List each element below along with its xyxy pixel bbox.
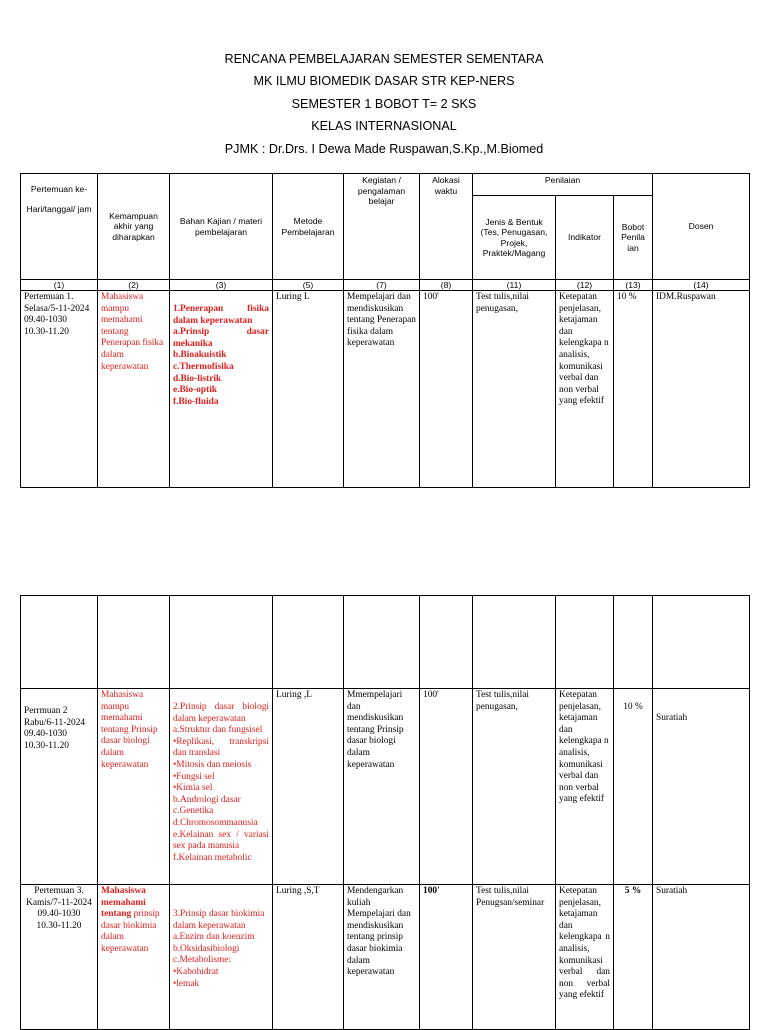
indikator-cell: Ketepatan penjelasan, ketajaman dan kelengkapa n analisis, komunikasi verbal dan non verbal yang efektif — [556, 885, 614, 1030]
jenis-cell: Test tulis,nilai penugasan, — [473, 689, 556, 885]
tanggal-label: Rabu/6-11-2024 — [24, 717, 86, 728]
kegiatan-cell: Mempelajari dan mendiskusikan tentang Penerapan fisika dalam keperawatan — [344, 291, 420, 488]
header-alokasi: Alokasi waktu — [420, 174, 473, 280]
column-number-row — [21, 280, 750, 291]
indikator-cell: Ketepatan penjelasan, ketajaman dan kelengkapa n analisis, komunikasi verbal dan non verbal yang efektif — [556, 291, 614, 488]
kemampuan-rest: prinsip dasar biokimia dalam keperawatan — [101, 909, 160, 954]
bahan-item: c.Metabolisme: — [173, 955, 232, 966]
jam-label: 09.40-1030 — [24, 729, 67, 740]
jam-label: 10.30-11.20 — [24, 326, 69, 337]
kemampuan-cell — [98, 885, 170, 1030]
col-number: (11) — [473, 280, 556, 291]
col-number: (14) — [653, 280, 750, 291]
kegiatan-cell: Mendengarkan kuliah Mempelajari dan mendiskusikan tentang prinsip dasar biokimia dalam keperawatan — [344, 885, 420, 1030]
dosen-cell — [653, 689, 750, 885]
empty-header-row — [21, 596, 750, 689]
bahan-item: 3.Prinsip dasar biokimia dalam keperawatan — [173, 909, 265, 931]
jam-label: 09.40-1030 — [24, 315, 67, 326]
alokasi-cell: 100' — [420, 885, 473, 1030]
bahan-item: c.Thermofisika — [173, 361, 234, 372]
bahan-item: f.Bio-fluida — [173, 396, 219, 407]
header-metode: Metode Pembelajaran — [273, 174, 344, 280]
bahan-item: 2.Prinsip dasar biologi dalam keperawatan — [173, 702, 269, 724]
pertemuan-label: Pertemuan 3. — [34, 886, 84, 896]
header-indikator: Indikator — [556, 196, 614, 280]
bahan-item: c.Genetika — [173, 806, 214, 817]
bobot-value: 10 % — [623, 702, 643, 712]
bahan-item: •Kimia sel — [173, 783, 213, 794]
tanggal-label: Selasa/5-11-2024 — [24, 303, 90, 314]
header-title: RENCANA PEMBELAJARAN SEMESTER SEMENTARA — [224, 52, 544, 66]
bahan-item: 1.Penerapan fisika dalam keperawatan — [173, 304, 269, 326]
kemampuan-cell: Mahasiswa mampu memahami tentang Prinsip dasar biologi dalam keperawatan — [98, 689, 170, 885]
bahan-item: b.Andrologi dasar — [173, 794, 241, 805]
kemampuan-bold: Mahasiswa memahami tentang — [101, 886, 146, 920]
header-course: MK ILMU BIOMEDIK DASAR STR KEP-NERS — [253, 74, 515, 89]
bahan-item: •lemak — [173, 978, 200, 989]
table-row — [21, 885, 750, 1030]
bobot-cell — [614, 689, 653, 885]
metode-cell: Luring L — [273, 291, 344, 488]
header-semester: SEMESTER 1 BOBOT T= 2 SKS — [291, 96, 477, 111]
document-header — [0, 48, 768, 160]
col-number: (8) — [420, 280, 473, 291]
bahan-item: •Replikasi, transkripsi dan translasi — [173, 736, 269, 759]
kemampuan-cell: Mahasiswa mampu memahami tentang Penerapan fisika dalam keperawatan — [98, 291, 170, 488]
alokasi-cell: 100' — [420, 291, 473, 488]
indikator-cell: Ketepatan penjelasan, ketajaman dan kelengkapa n analisis, komunikasi verbal dan non verbal yang efektif — [556, 689, 614, 885]
pertemuan-label: Perrmuan 2 — [24, 706, 68, 716]
jenis-cell: Test tulis,nilai Penugsan/seminar — [473, 885, 556, 1030]
bobot-cell: 10 % — [614, 291, 653, 488]
tanggal-label: Kamis/7-11-2024 — [26, 897, 92, 908]
header-pertemuan-label: Pertemuan ke- — [30, 184, 88, 194]
header-jenis: Jenis & Bentuk (Tes, Penugasan, Projek, Praktek/Magang — [473, 196, 556, 280]
jenis-cell: Test tulis,nilai penugasan, — [473, 291, 556, 488]
metode-cell: Luring ,L — [273, 689, 344, 885]
col-number: (5) — [273, 280, 344, 291]
bahan-cell — [170, 291, 273, 488]
pertemuan-cell — [21, 291, 98, 488]
bahan-cell — [170, 689, 273, 885]
metode-cell: Luring ,S,T — [273, 885, 344, 1030]
bahan-item: e.Kelainan sex / variasi sex pada manusia — [173, 829, 269, 852]
dosen-cell: IDM.Ruspawan — [653, 291, 750, 488]
header-kemampuan: Kemampuan akhir yang diharapkan — [98, 174, 170, 280]
bahan-item: a.Struktur dan fungsisel — [173, 725, 263, 736]
dosen-cell: Suratiah — [653, 885, 750, 1030]
col-number: (2) — [98, 280, 170, 291]
dosen-name: Suratiah — [656, 713, 688, 723]
bahan-item: d.Bio-listrik — [173, 373, 222, 384]
header-tanggal-label: Hari/tanggal/ jam — [26, 203, 92, 214]
col-number: (12) — [556, 280, 614, 291]
bahan-cell — [170, 885, 273, 1030]
bobot-cell: 5 % — [614, 885, 653, 1030]
col-number: (1) — [21, 280, 98, 291]
col-number: (13) — [614, 280, 653, 291]
col-number: (3) — [170, 280, 273, 291]
pertemuan-cell — [21, 689, 98, 885]
bahan-item: b.Oksidasibiologi — [173, 943, 240, 954]
col-number: (7) — [344, 280, 420, 291]
kegiatan-cell: Mmempelajari dan mendiskusikan tentang Prinsip dasar biologi dalam keperawatan — [344, 689, 420, 885]
bahan-item: a.Enzim dan koenzim — [173, 932, 255, 943]
header-penilaian: Penilaian — [473, 174, 653, 196]
header-bobot: Bobot Penila ian — [614, 196, 653, 280]
header-bahan: Bahan Kajian / materi pembelajaran — [170, 174, 273, 280]
header-pjmk: PJMK : Dr.Drs. I Dewa Made Ruspawan,S.Kp.,M.Biomed — [224, 141, 544, 156]
bahan-item: a.Prinsip dasar mekanika — [173, 327, 269, 349]
pertemuan-label: Pertemuan 1. — [24, 292, 74, 302]
bahan-item: •Fungsi sel — [173, 771, 215, 782]
jam-label: 10.30-11.20 — [24, 740, 69, 751]
header-pertemuan — [21, 174, 98, 280]
bahan-item: e.Bio-optik — [173, 385, 218, 396]
header-dosen: Dosen — [653, 174, 750, 280]
bahan-item: •Kabohidrat — [173, 966, 219, 977]
alokasi-cell: 100' — [420, 689, 473, 885]
table-row — [21, 689, 750, 885]
header-class: KELAS INTERNASIONAL — [311, 119, 457, 134]
bahan-item: f.Kelainan metabolic — [173, 852, 252, 863]
bahan-item: d.Chromosommanusia — [173, 817, 258, 828]
bahan-item: •Mitosis dan meiosis — [173, 759, 252, 770]
jam-label: 10.30-11.20 — [36, 920, 82, 931]
pertemuan-cell — [21, 885, 98, 1030]
jam-label: 09.40-1030 — [37, 909, 81, 920]
bahan-item: b.Bioakuistik — [173, 350, 227, 361]
table-row — [21, 291, 750, 488]
header-kegiatan: Kegiatan / pengalaman belajar — [344, 174, 420, 280]
rps-table-page2 — [20, 595, 750, 1030]
rps-table-page1 — [20, 173, 750, 488]
